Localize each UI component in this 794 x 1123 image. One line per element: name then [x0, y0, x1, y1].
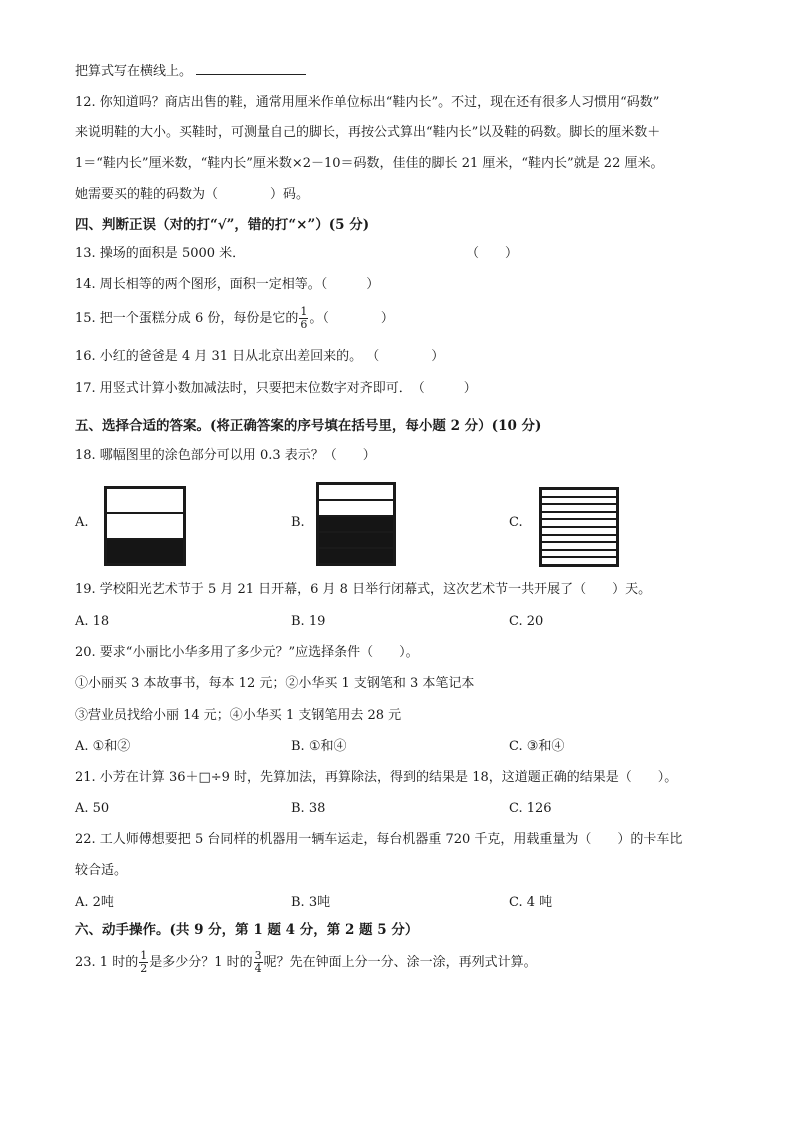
q16: 16. 小红的爸爸是 4 月 31 日从北京出差回来的。 （ ）: [75, 349, 445, 364]
q12-line3: 1＝“鞋内长”厘米数，“鞋内长”厘米数×2－10＝码数，佳佳的脚长 21 厘米，“鞋内长”就是 22 厘米。: [75, 156, 664, 171]
q18-option-b-label[interactable]: B.: [291, 515, 305, 530]
q22-option-b[interactable]: B. 3吨: [291, 895, 331, 910]
q11-tail: 把算式写在横线上。: [75, 62, 306, 81]
q20-option-a[interactable]: A. ①和②: [75, 739, 131, 754]
q20-option-c[interactable]: C. ③和④: [509, 739, 565, 754]
fraction-one-sixth: $\frac{1}{6}$: [300, 305, 308, 331]
q18-figure-c[interactable]: [539, 487, 619, 567]
figure-strip: [542, 496, 616, 504]
figure-strip: [319, 485, 393, 499]
q18-figure-a[interactable]: [104, 486, 186, 566]
q23: 23. 1 时的 $\frac{1}{2}$ 是多少分？1 时的 $\frac{3}{4}$ 呢？先在钟面上分一分、涂一涂，再列式计算。: [75, 949, 537, 975]
figure-strip: [542, 518, 616, 526]
figure-strip: [542, 511, 616, 519]
q19-option-b[interactable]: B. 19: [291, 614, 326, 629]
q18-figure-b[interactable]: [316, 482, 396, 566]
q22-line2: 较合适。: [75, 863, 128, 878]
q12-line4: 她需要买的鞋的码数为（ ）码。: [75, 187, 310, 202]
q20-option-b[interactable]: B. ①和④: [291, 739, 347, 754]
q18-option-a-label[interactable]: A.: [75, 515, 89, 530]
q22-line1: 22. 工人师傅想要把 5 台同样的机器用一辆车运走，每台机器重 720 千克，用载重量为（ ）的卡车比: [75, 832, 683, 847]
q19-option-c[interactable]: C. 20: [509, 614, 544, 629]
q22-option-c[interactable]: C. 4 吨: [509, 895, 553, 910]
q13: 13. 操场的面积是 5000 米．: [75, 246, 246, 261]
q21-option-b[interactable]: B. 38: [291, 801, 326, 816]
figure-strip: [107, 538, 183, 563]
q22-option-a[interactable]: A. 2吨: [75, 895, 114, 910]
q20-condition-line1: ①小丽买 3 本故事书，每本 12 元；②小华买 1 支钢笔和 3 本笔记本: [75, 676, 475, 691]
q14: 14. 周长相等的两个图形，面积一定相等。（ ）: [75, 277, 380, 292]
q12-line1: 12. 你知道吗？商店出售的鞋，通常用厘米作单位标出“鞋内长”。不过，现在还有很多人习惯用“码数”: [75, 95, 660, 110]
q19: 19. 学校阳光艺术节于 5 月 21 日开幕，6 月 8 日举行闭幕式，这次艺术节一共开展了（ ）天。: [75, 582, 652, 597]
q13-answer-paren[interactable]: （ ）: [466, 246, 519, 261]
q20: 20. 要求“小丽比小华多用了多少元？”应选择条件（ ）。: [75, 645, 419, 660]
fraction-three-quarters: $\frac{3}{4}$: [254, 949, 262, 975]
figure-strip: [319, 499, 393, 515]
figure-strip: [319, 531, 393, 547]
q17: 17. 用竖式计算小数加减法时，只要把末位数字对齐即可． （ ）: [75, 381, 477, 396]
q19-option-a[interactable]: A. 18: [75, 614, 110, 629]
q21-option-a[interactable]: A. 50: [75, 801, 110, 816]
q20-condition-line2: ③营业员找给小丽 14 元；④小华买 1 支钢笔用去 28 元: [75, 708, 402, 723]
figure-strip: [542, 549, 616, 557]
figure-strip: [542, 541, 616, 549]
section5-heading: 五、选择合适的答案。(将正确答案的序号填在括号里，每小题 2 分）(10 分): [75, 418, 542, 434]
section4-heading: 四、判断正误（对的打“√”，错的打“×”）(5 分): [75, 217, 370, 233]
fraction-one-half: $\frac{1}{2}$: [140, 949, 148, 975]
figure-strip: [107, 512, 183, 537]
q12-line2: 来说明鞋的大小。买鞋时，可测量自己的脚长，再按公式算出“鞋内长”以及鞋的码数。脚长的厘米数＋: [75, 125, 661, 140]
figure-strip: [107, 489, 183, 512]
answer-blank-line[interactable]: [196, 62, 306, 75]
q21-option-c[interactable]: C. 126: [509, 801, 552, 816]
q15: 15. 把一个蛋糕分成 6 份，每份是它的 $\frac{1}{6}$ 。（ ）: [75, 305, 394, 331]
q18: 18. 哪幅图里的涂色部分可以用 0.3 表示？（ ）: [75, 448, 376, 463]
figure-strip: [542, 503, 616, 511]
figure-strip: [319, 515, 393, 531]
figure-strip: [542, 526, 616, 534]
section6-heading: 六、动手操作。(共 9 分，第 1 题 4 分，第 2 题 5 分）: [75, 922, 419, 938]
figure-strip: [542, 556, 616, 564]
q18-option-c-label[interactable]: C.: [509, 515, 523, 530]
q21: 21. 小芳在计算 36＋□÷9 时，先算加法，再算除法，得到的结果是 18，这道题正确的结果是（ ）。: [75, 770, 678, 785]
figure-strip: [542, 534, 616, 542]
figure-strip: [319, 547, 393, 563]
